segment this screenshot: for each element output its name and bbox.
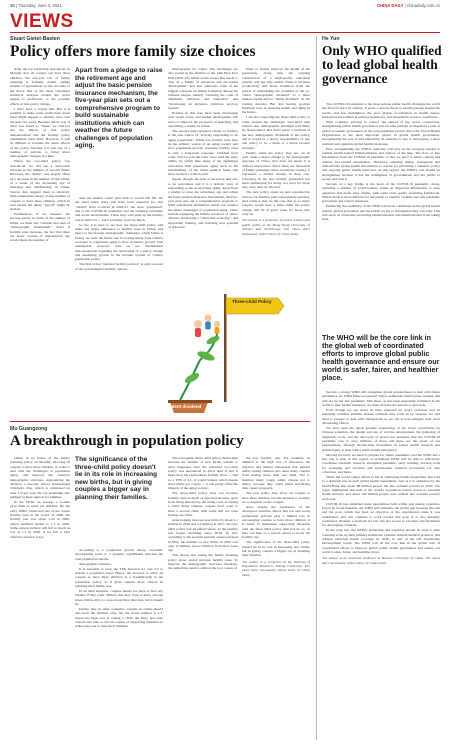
article1-column-1: After the top leadership announced on Monday that all couples can have three children, the one-year law of family planning is formally ended, ending months of speculation on the outcome of the move. But as the latest retirement statistical analysis around the world begins to proliferate, to the possible effects of this policy change. I don't have a crystal ball. But it is possible to make some predictions about what might happen to fertility rates over the next few years. Because below was of what was stated so "make" we will not see the impact of this policy announcement and the fertility policy amendment until 2023. However, it will be difficult to evaluate the direct effects of the policy, because it is just one of a number of policies to bring about demographic changes in China. When the two-child policy was introduced, we did see a short-term increase in the number of second births. However, the "bump" was largely offset by a decrease in the number of first births, as a result of the increasing age of marriage and childbearing in China. Survey data suggest there is relatively little enthusiasm among a large number of couples to have three children, which in turn means the likely "payoff" might be modest. Furthermore, if we measure the success purely in terms of the number of births, we must also consider that uses of "demographic momentum". Even if fertility rates increase, the fact that there are fewer women of reproductive age would mean the number of <box>10 67 70 243</box>
section-header <box>10 11 440 33</box>
article3-byline: He Yun <box>322 36 340 42</box>
article-divider <box>10 421 310 422</box>
article1-pull-quote: Apart from a pledge to raise the retirement age and adjust the basic pension insurance mechanism, the five-year plan sets out a comprehensive program to build sustainable institutions which can weather the future challenges of population aging. <box>75 67 163 149</box>
paper-name: CHINA DAILY <box>377 3 404 8</box>
article2-headline: A breakthrough in population policy <box>10 433 244 449</box>
article1-headline: Policy offers more family size choices <box>10 43 256 60</box>
article1-column-4: Plans to further improve the health of the population, along with the ongoing construction of a high-quality education system, will not only enable China to increase productivity and better transition from the period of unbounding the potential of the so-called "demographic dividend" to a more human-capital-driven "talent dividend" in the coming decades. But also having positive feedback loop in ensuring health and aging in the future. I am also expecting the three-child policy to come around the challenges associated with China's new demographic paradigm will likely be disappointed. But that's never a problem of the new demographic dividends of the policy, and it would be a heavy responsibility of any one policy to be a mark of a much broader strategic. Finally, while the policy may not, on its own, make a major change to the demographic structure of China, that does not mean it is without importance. Since there are thousands of family planning cadres around the country, it represents a further change in their role, following on the new fertility generation has been challenging for many, not least for those who were directly affected. The new policy opens up new reproductive choices for families (and consequently parents). And while it may be the case that as so many couples would have a third child, the policy change will be of great value for those who truly do. The author is a professor of social science and public policy at the Hong Kong University of Science and Technology. The views don't necessarily reflect those of China Daily. <box>242 67 310 236</box>
paper-url: chinadaily.com.cn <box>407 3 440 8</box>
article2-column-3: The total public three-child policy should help increase the number of new births, similar to what happened after the universal two-child policy was announced in 2016. And if that is more than the replacement fertility level — that is, a TFR of 2.1, it would indeed, which means more births per couple — it can partly offset the impacts of the aging society. The three-child policy may not increase fertility rates as much as expected because, apart from being deterred by the rising costs of raising a child, many Chinese couples don't want to have a second child, with some still not even having one child. After helping increase new births by about 1.1 million in 2016 and 2.4 million in 2017, the two-child policy lost its effectiveness, as the fertility rate began declining since 2018. In fact, according to the seventh national census released in May, the number of new births in 2020 was only 12 million, down 2 million from three years ago. This shows that easing the family planning policy alone cannot increase fertility rates. To improve the demographic structure, therefore, the authorities need to address the root causes of <box>168 456 238 571</box>
article2-byline: Mu Guangzong <box>10 426 48 432</box>
article1-byline: Stuart Gietel-Basten <box>10 36 60 42</box>
page-number: 10 <box>10 3 15 8</box>
pot-label: Talent dividend <box>168 404 202 409</box>
date-line: | Thursday, June 3, 2021 <box>15 3 62 8</box>
three-child-policy-illustration <box>168 282 286 414</box>
article3-column-top: The COVID-19 pandemic is the most serious public health challenge the world has faced in the 21st century. It poses a serious threat to health systems around the world, and has highlighted the poor global coordination in health issues, inadequate investment in primary healthcare, and inequitable access to healthcare. With countries striving to control the spread of the novel coronavirus, strengthening public health governance has become perhaps as important a task as global economic governance in the post-pandemic period. Since the World Health Organization is the most important player in global health governance, strengthening the role of and enhancing its authority is key to developing a more resilient and equitable global health landscape. First, strengthening the WHO's authority will give us the weapons needed to combat health-related misinformation and rumors of the like. The flow of key information from the COVID-19 pandemic is that we need to better contain and address fact-related information. Therefore, ensuring timely, transparent and authoritative global health information is crucial for informing a sensitive policy and ongoing public health behaviors. In this regard, the WHO's role should be strengthened because it has the willingness of governments and the public to accept and trust it. Second, as a key bridge at the heart of the COVID-19 pandemic, many, including a number of world leaders, relied on important information to raise questions and make false claims, with some even openly spreading falsehoods. Which made it more difficult for the public to identify verified and safe pandemic prevention and control measures. Enhancing the credibility of the WHO will boost confidence in the global health system, global-prevention and the public access to information they can trust. This will serve as a bulwark preventing misinformation and disinformation from taking hold. <box>322 102 440 222</box>
masthead-line: 10 | Thursday, June 3, 2021 CHINA DAILY | chinadaily.com.cn <box>10 3 440 8</box>
signpost-label: Three-child Policy <box>232 299 272 304</box>
column-separator <box>316 36 317 740</box>
article3-pull-quote: The WHO will be the core link in the global web of coordinated efforts to improve global public health governance and ensure our world is safer, fairer, and healthier place. <box>322 333 440 382</box>
article2-pull-quote: The significance of the three-child policy doesn't lie in its role in increasing new births, but in giving couples a bigger say in planning their families. <box>75 456 158 501</box>
article2-column-2: According to a population growth theory, economic development leads to a dynamic equilibrium between the total population and the demographic structure. It is essential to keep the TFR between 2.1 and 2.2 to sustain a population level. Hence, the decision to allow all couples to have three children is a breakthrough in the population policy, as it gives couples more choices in planning their family size. In an ideal situation, couples should not have to face any hurdles if they want children that they want to have, and the three-child policy is a step toward that direction, but it should be. Ideally, like in other countries, couples in China should also have the children only, but the actual number is 1.3. Given the high cost of raising a child, the Party and state council also plan to roll out a series of supporting measures to reduce the cost to raise their children. <box>75 548 163 629</box>
article3-headline: Only WHO qualified to lead global health governance <box>322 43 442 86</box>
section-title: VIEWS <box>10 11 74 32</box>
article2-column-4: the low fertility rate. For example, in addition to the high cost of education, the physical and mental exhaustion that parents suffer raising children also deter many couples from having more than one child. Not to mention many young adults choose not to marry, because they could mean sacrificing their career prospects. The new policy may allow all couples to have three children, but the decision to actually do so depends on the couples. Also, despite the experience of the developed countries shows that job and social preferential policies play a limited role in encouraging couples to have more children, it is better to implement supporting measures with the three-child policy than not do so, as they can help to a certain extent to boost the fertility rate. The significance of the three-child policy doesn't lie in its role in increasing new births, but in giving couples a bigger say in planning their families. The author is a professor at the Institute of Population Research, Peking University. The views don't necessarily reflect those of China Daily. <box>242 456 310 577</box>
article1-column-3: Demography for China. The challenges are also rooted in the Outline of the 14th Five-Year Plan (2021-25) which recent issues that needs to "use of a family of advanced and all-around development" and also addresses some of the biggest concerns on family formation among the Chinese people, namely "reducing the costs of childbirth, childcare and education" and "developing an inclusive childcare services system". Policies in this area have been developing over recent years, and further development will serve to improve the prospects of marrying, and expanding, a family in China. The second misconception relates to fertility is the sole source of "actively responding to an aging population". While low fertility rates may be the primary source of an aging society and slow population growth, reversing fertility rates is only a long-term response. Children born today will not join the labor force until the early 2040s, by which time many of the challenges associated with population aging such as the sustainability of the urban pension funds will have reached a critical point. Again, though, the plan is necessary and also to be welcomed, and it is a holistic view of responding to the accelerating aging. Apart from a pledge to raise the retirement age and adjust the basic pension insurance mechanism, the five-year plan sets out a comprehensive program to build sustainable institutions which can weather the future challenges of population aging. These include equipping the human resources of senior citizens, developing a "silver hair economy", and supporting training, and fostering new systems of eldercare. <box>168 67 238 230</box>
article1-column-2: does the smaller cohort give birth to would still fall. On the other hand, there will have been expected (so that "should" have occurred in 2020-21, but were "postponed" due to the COVID-19 pandemic and the resulting economic and social uncertainties. These may well push up the fertility rate in 2022-23 — but it probably won't be much. So far, it is hard to see how the three-child policy will make any major difference to fertility rates in China, and hence to the broader demographic challenges which China is facing. As well, the future rate is looking likely from China's economy to population aging to slow economic growth. This assumption, however, rests on two fundamental misconceptions regarding the motivation of a policy change and sustaining growth in the broader system of China's population policy. The first is that "spiritual fertility policies" is only one part of the governments's fertility options. <box>75 196 163 271</box>
article2-column-1: China, in its future of the family planning policy, on Monday, allowing all couples to have three children, in order to deal with the challenges of population aging, and improve the country's demographic structure. Announcing the decision a one-day before International Children's Day, which is celebrated on June 1 every year, the top leadership also pledged to keep support for families. In the 1970s, on average a woman gave birth to some six children. By the early 1990s, China had one of the lowest fertility rates in the world. In 2000, the fertility rate was about 1.22 in 2000, which declined further to 1.3 in 2020. Some experts believe will fall to levels as low as 1.1 in 2030, if we fail to find effective and new ways. <box>10 456 70 539</box>
article3-column-bottom: Second, a strong WHO will strengthen global preparedness to deal with future pandemics. As WHO Director-General Tedros Adhanom Ghebreyesus warned, this will not be the last pandemic. Still more, as has been repeatedly reminded in the world to take further measures, we must all learn the lessons to give help. Even though we can never be fully prepared for every outbreak, and an emerging common sensible disease outbreak may catch us by surprise, we will need to prepare to deal with emergencies so we can at least mitigate their most devastating effects. We have seen the quick genome sequencing of the novel coronavirus by Chinese scientists, the design and use of vaccine development, the gathering of diagnostic tools, and the discovery of protect-ive measures that the COVID-19 pandemic was to save millions of lives. All these are the result of our preparedness, through decade-long investment in global health research and technologies, to deal with a public health emergency. Moving forward, we need to prepare for future pandemics and the WHO has a key role to play in this regard. A revitalized WHO will be able to effectively coordinate scientific research, strengthen pandemic early warning, develop tools for screening and vaccines and synchronize standard procedures for data collection, and more. Third, the world cannot afford to fail in addressing health inequalities that lead to a dramatic rise in both global health inequalities. Just as it is estimated by the World Bank that about 88 million people fell into extreme poverty in 2020. The report highlighted that half of the world's population lacked access to essential health services, and about 100 million people were pushed into extreme poverty each year. COVID-19 has amplified these inequalities both within and among countries. Given its broad mandate, the WHO will eliminate the global gap between the rich and the poor, which has been an objective of the organization since it was established, and will continue to work toward this goal. It is also uniquely positioned, through, a platform for fair and just access to vaccines and medicines for developing countries. In the long run, the WHO's leadership and expertise should be used to help countries scale up their primary healthcare systems, include medical products, and achieve universal health coverage by 2030, as part of the UN Sustainable Development Goals. The WHO will be the core link in the global web of coordinated efforts to improve global public health governance and ensure our world is safer, fairer, and healthier place. The author is an associate professor at Renmin University of China. The views don't necessarily reflect those of China Daily. <box>322 390 440 565</box>
